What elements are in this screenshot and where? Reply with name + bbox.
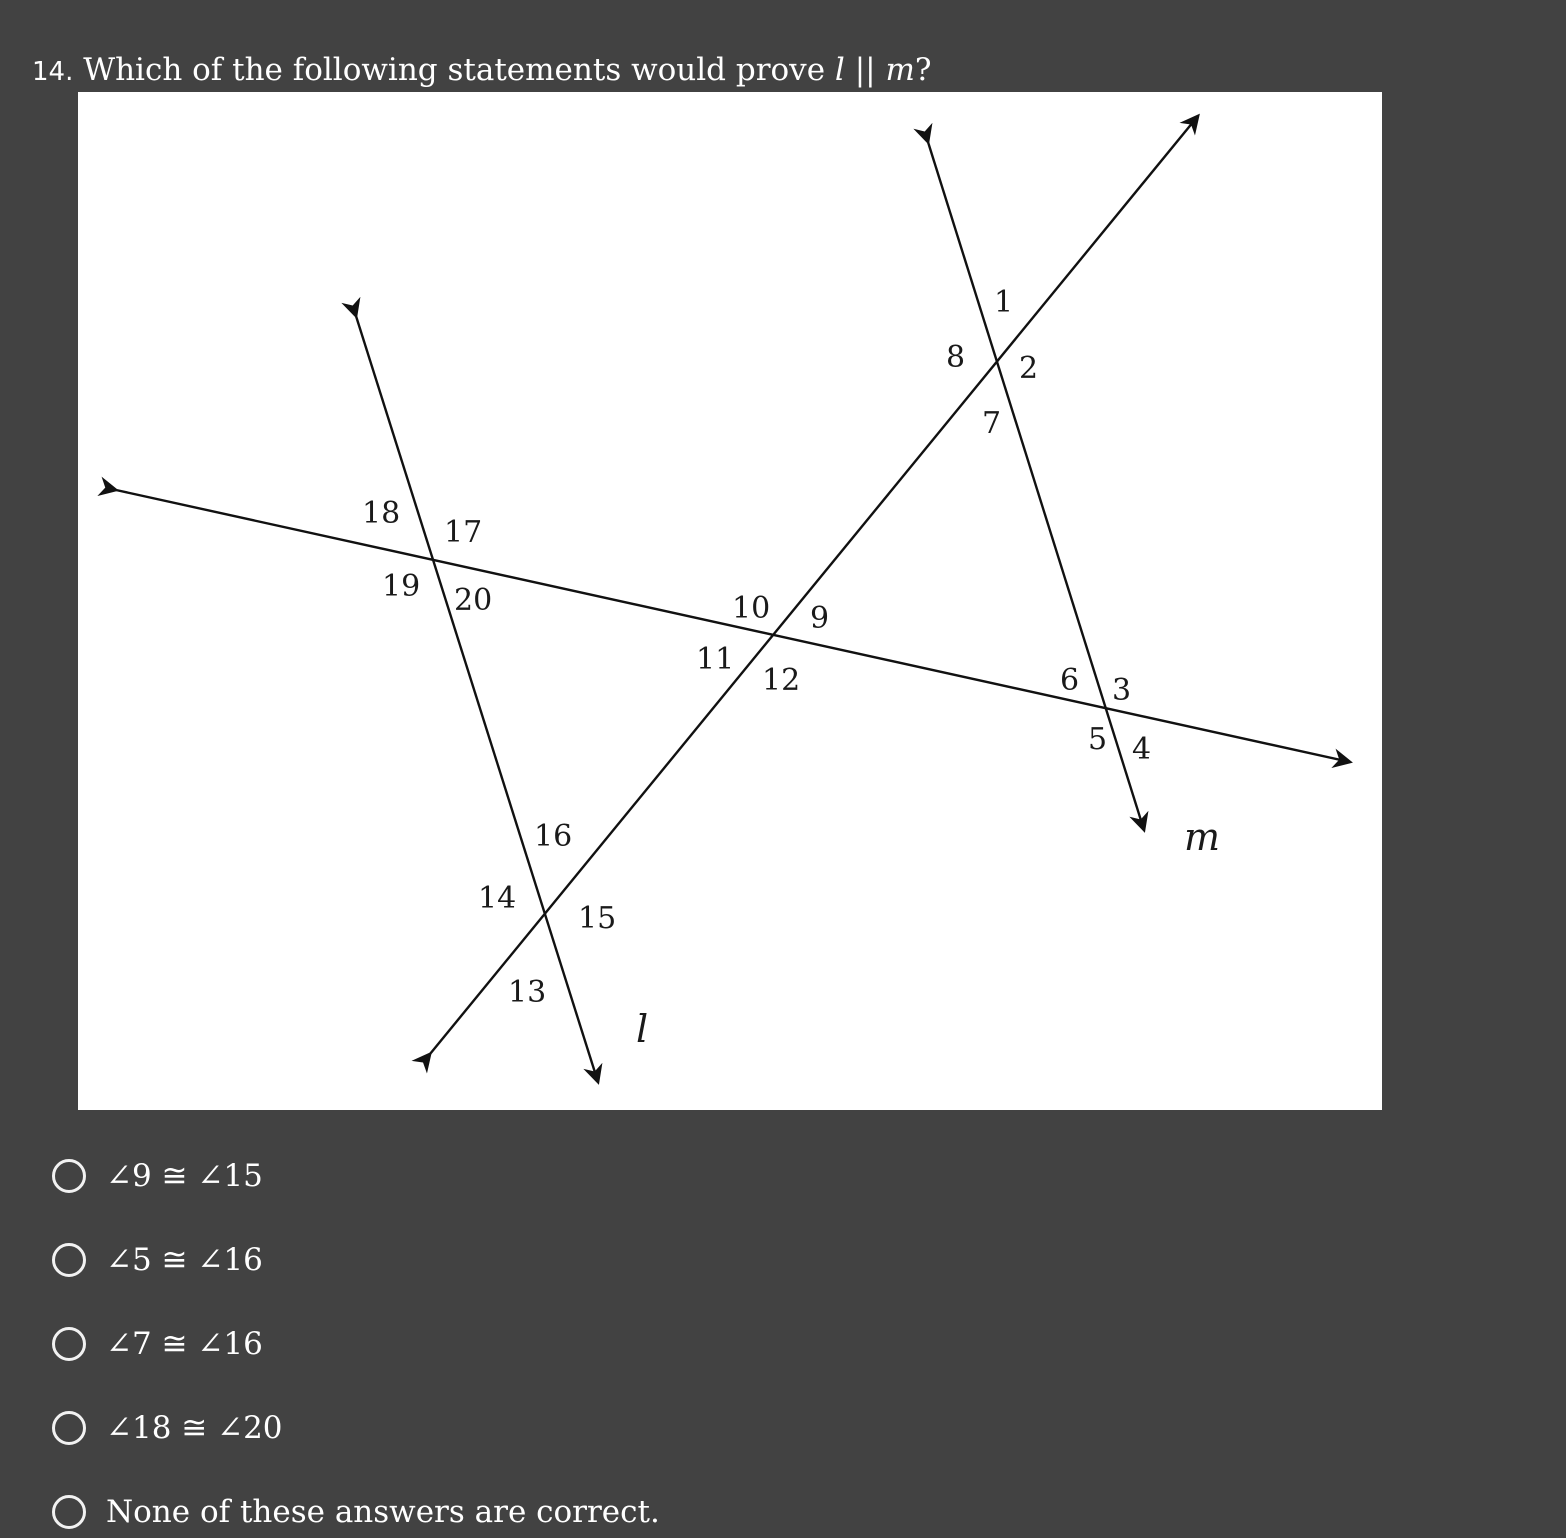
radio-button[interactable]: [52, 1495, 86, 1529]
answer-option-4[interactable]: [52, 1404, 283, 1452]
answer-option-3[interactable]: [52, 1320, 263, 1368]
parallel-symbol: ||: [854, 52, 876, 88]
radio-button[interactable]: [52, 1327, 86, 1361]
angle-label-19: 19: [382, 569, 421, 604]
angle-label-3: 3: [1112, 673, 1132, 708]
angle-label-17: 17: [444, 515, 483, 550]
answer-option-5[interactable]: [52, 1488, 660, 1536]
angle-label-1: 1: [994, 285, 1014, 320]
angle-label-2: 2: [1019, 351, 1039, 386]
answer-option-2[interactable]: [52, 1236, 263, 1284]
angle-label-5: 5: [1088, 722, 1108, 757]
angle-label-14: 14: [478, 881, 517, 916]
line-l-name: l: [636, 1007, 649, 1051]
angle-label-15: 15: [578, 901, 617, 936]
angle-label-16: 16: [534, 819, 573, 854]
angle-label-18: 18: [362, 496, 401, 531]
geometry-figure: [78, 92, 1382, 1110]
angle-label-10: 10: [732, 591, 771, 626]
var-m: m: [885, 52, 915, 88]
question-text: [32, 48, 931, 94]
angle-label-13: 13: [508, 975, 547, 1010]
question-mark: ?: [914, 52, 932, 88]
line-m-name: m: [1184, 815, 1221, 859]
question-number: 14.: [32, 57, 74, 87]
answer-option-1[interactable]: [52, 1152, 263, 1200]
answer-label: ∠9 ≅ ∠15: [106, 1158, 263, 1194]
transversal-horizontal: [116, 490, 1350, 762]
var-l: l: [834, 52, 845, 88]
angle-label-11: 11: [696, 642, 735, 677]
transversal-diagram: [78, 92, 1382, 1110]
radio-button[interactable]: [52, 1159, 86, 1193]
answer-label: None of these answers are correct.: [106, 1494, 660, 1530]
radio-button[interactable]: [52, 1411, 86, 1445]
radio-button[interactable]: [52, 1243, 86, 1277]
line-m: [928, 142, 1144, 830]
angle-label-8: 8: [946, 340, 966, 375]
answer-label: ∠18 ≅ ∠20: [106, 1410, 283, 1446]
angle-label-7: 7: [982, 406, 1002, 441]
angle-label-6: 6: [1060, 663, 1080, 698]
angle-label-4: 4: [1132, 732, 1152, 767]
angle-label-12: 12: [762, 663, 801, 698]
answer-label: ∠5 ≅ ∠16: [106, 1242, 263, 1278]
answer-label: ∠7 ≅ ∠16: [106, 1326, 263, 1362]
question-prompt: Which of the following statements would prove: [83, 52, 826, 88]
line-l: [356, 316, 598, 1082]
angle-label-9: 9: [810, 601, 830, 636]
angle-label-20: 20: [454, 583, 493, 618]
